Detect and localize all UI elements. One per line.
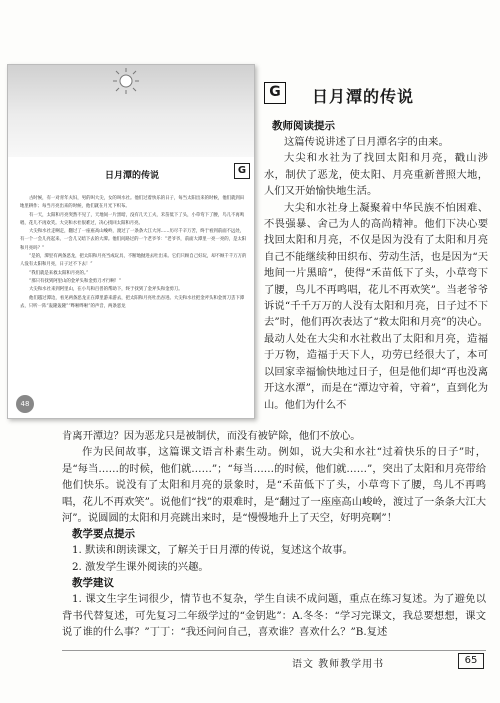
list-item: 2. 激发学生课外阅读的兴趣。 (72, 560, 209, 573)
student-book-page-thumbnail (7, 64, 255, 419)
body-paragraph: 作为民间故事，这篇课文语言朴素生动。例如，说大尖和水社“过着快乐的日子”时，是“每当……的时候，他们就……”；“每当……的时候，他们就……”，突出了太阳和月亮带给他们快乐。说没有了太阳和月亮的景象时，是“禾苗低下了头，小草弯下了腰，鸟儿不再鸣唱，花儿不再欢笑”。说他们“找”的艰难时，是“翻过了一座座高山峻岭，渡过了一条条大江大河”。说圆圆的太阳和月亮跳出来时，是“慢慢地升上了天空，好明亮啊”！ (62, 446, 486, 525)
sun-icon (112, 67, 140, 95)
thumbnail-paragraph: 古时候，有一对青年夫妇，男的叫大尖，女的叫水社。他们过着快乐的日子，每当太阳出来的时候，他们就到田地里耕作；每当月亮出来的时候，他们就在月光下织布。 (20, 196, 245, 210)
thumbnail-lesson-badge: G (234, 163, 250, 179)
body-paragraph: 大尖和水社身上凝聚着中华民族不怕困难、不畏强暴、舍己为人的高尚精神。他们下决心要找回太阳和月亮，不仅是因为没有了太阳和月亮自己不能继续种田织布、劳动生活，也是因为“天地间一片黑暗”，使得“禾苗低下了头，小草弯下了腰，鸟儿不再鸣唱，花儿不再欢笑”。当老爷爷诉说“千千万万的人没有太阳和月亮，日子过不下去”时，他们再次表达了“救太阳和月亮”的决心。最动人处在大尖和水社救出了太阳和月亮，造福于万物，造福于天下人，功劳已经很大了，本可以回家幸福愉快地过日子，但是他们却“再也没离开这水潭”，而是在“潭边守着，守着”，直到化为山。他们为什么不 (264, 201, 488, 411)
thumbnail-paragraph: 有一天，太阳和月亮突然不见了，天地间一片黑暗，没有几天工夫，禾苗低下了头，小草弯下了腰，鸟儿不再鸣唱，花儿不再欢笑。大尖和水社很难过，决心找回太阳和月亮。 (20, 212, 245, 226)
thumbnail-paragraph: 他们越过潭边，看见两条恶龙正在潭里游来游去，把太阳和月亮吐出吞进。大尖和水社把金斧头和金剪刀丢下潭去，只听一阵“轰隆轰隆”“哗啦哗啦”的声音，两条恶龙 (20, 295, 245, 309)
page-number: 65 (458, 653, 484, 669)
body-paragraph: 这篇传说讲述了日月潭名字的由来。 (284, 136, 449, 148)
section-heading: 教学建议 (72, 577, 114, 590)
body-paragraph: 1. 课文生字生词很少，情节也不复杂，学生自读不成问题，重点在练习复述。为了避免以背书代替复述，可先复习二年级学过的“金钥匙”：A.冬冬：“学习完课文，我总要想想，课文说了谁的什么事？”丁丁：“我还问问自己，喜欢谁？喜欢什么？”B.复述 (62, 593, 486, 639)
section-heading: 教师阅读提示 (272, 120, 335, 132)
thumbnail-paragraph: “是的，潭里有两条恶龙，把太阳和月亮当成玩具，不断地抛进去吐出来。它们只顾自己好玩，却不顾千千万万的人没有太阳和月亮，日子过不下去！” (20, 254, 247, 268)
thumbnail-paragraph: “我们就是来救太阳和月亮的。” (29, 270, 89, 276)
page-footer (62, 650, 486, 670)
list-item: 1. 默读和朗读课文，了解关于日月潭的传说，复述这个故事。 (72, 544, 353, 557)
thumbnail-body (20, 195, 248, 311)
teacher-reading-section (264, 118, 488, 413)
footer-book-title: 语文 教师教学用书 (292, 659, 385, 670)
lower-section (62, 428, 486, 640)
thumbnail-paragraph: 大尖和水社走啊走，翻过了一座座高山峻岭，渡过了一条条大江大河……历尽千辛万苦，终于看到前面不远处，有一个一会儿亮起来、一会儿又暗下去的大潭。他们问路过的一个老爷爷：“老爷爷，前面大潭里一亮一亮的，是太阳和月亮吗？” (20, 229, 247, 251)
lesson-badge: G (264, 82, 286, 104)
body-paragraph: 大尖和水社为了找回太阳和月亮，戳山涉水，制伏了恶龙，使太阳、月亮重新普照大地，人们又开始愉快地生活。 (264, 152, 488, 198)
thumbnail-paragraph: 大尖和水社来到阿里山，在小鸟和百兽的帮助下，终于找到了金斧头和金剪刀。 (29, 287, 183, 293)
thumbnail-title: 日月潭的传说 (104, 171, 159, 181)
thumbnail-page-number: 48 (16, 395, 34, 413)
body-paragraph: 肯离开潭边？因为恶龙只是被制伏，而没有被铲除，他们不放心。 (62, 430, 361, 442)
lesson-title: 日月潭的传说 (312, 87, 415, 106)
thumbnail-paragraph: “那只有找到阿里山的金斧头和金剪刀才行啊！” (29, 278, 122, 284)
section-heading: 教学要点提示 (72, 528, 135, 541)
